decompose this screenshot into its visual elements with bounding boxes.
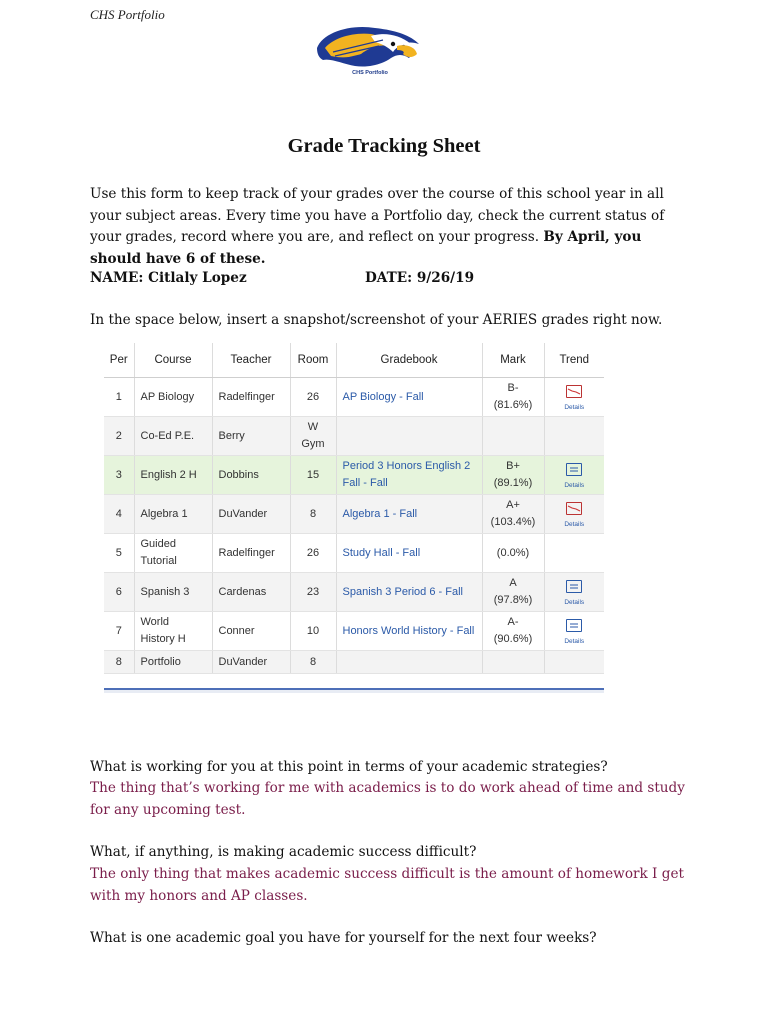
cell-gradebook-link[interactable]: AP Biology - Fall [336, 378, 482, 417]
col-mark: Mark [482, 343, 544, 378]
mark-percent: (103.4%) [490, 516, 536, 528]
intro-paragraph [90, 184, 690, 270]
cell-gradebook-link[interactable]: Study Hall - Fall [336, 534, 482, 573]
question-2: What, if anything, is making academic success difficult? [90, 844, 477, 860]
trend-list-icon[interactable] [566, 619, 582, 632]
cell-room: 15 [290, 456, 336, 495]
header-portfolio-label: CHS Portfolio [90, 7, 165, 22]
cell-per: 2 [104, 417, 134, 456]
cell-gradebook-link [336, 417, 482, 456]
grade-row [104, 456, 604, 495]
cell-room: 10 [290, 612, 336, 651]
cell-gradebook-link[interactable]: Algebra 1 - Fall [336, 495, 482, 534]
cell-trend[interactable] [544, 495, 604, 534]
logo-caption: CHS Portfolio [352, 70, 388, 76]
grades-header-row [104, 343, 604, 378]
cell-room: 8 [290, 495, 336, 534]
cell-trend [544, 534, 604, 573]
col-gradebook: Gradebook [336, 343, 482, 378]
trend-list-icon[interactable] [566, 463, 582, 476]
cell-trend[interactable] [544, 612, 604, 651]
cell-room: 23 [290, 573, 336, 612]
cell-mark [482, 651, 544, 674]
cell-teacher: Dobbins [212, 456, 290, 495]
cell-course: World History H [134, 612, 212, 651]
col-trend: Trend [544, 343, 604, 378]
mark-percent: (90.6%) [493, 633, 533, 645]
trend-chart-icon[interactable] [566, 385, 582, 398]
grade-row [104, 573, 604, 612]
intro-text: Use this form to keep track of your grades over the course of this school year in all your subject areas. Every time you have a Portfolio day, check the current status of your grades, record where you are, and reflect on your progress. [90, 186, 665, 245]
grade-row [104, 612, 604, 651]
cell-gradebook-link[interactable]: Period 3 Honors English 2 Fall - Fall [336, 456, 482, 495]
cell-room: 26 [290, 378, 336, 417]
cell-room: W Gym [290, 417, 336, 456]
cell-trend[interactable] [544, 456, 604, 495]
cell-mark [482, 573, 544, 612]
cell-course: Guided Tutorial [134, 534, 212, 573]
cell-mark [482, 378, 544, 417]
mark-letter: A [509, 577, 517, 589]
trend-details-link[interactable]: Details [564, 637, 585, 645]
trend-details-link[interactable]: Details [564, 403, 585, 411]
cell-gradebook-link [336, 651, 482, 674]
cell-course: Co-Ed P.E. [134, 417, 212, 456]
cell-course: Portfolio [134, 651, 212, 674]
cell-trend [544, 417, 604, 456]
cell-teacher: Conner [212, 612, 290, 651]
grade-row [104, 417, 604, 456]
grade-row [104, 534, 604, 573]
mark-letter: A+ [506, 499, 520, 511]
trend-list-icon[interactable] [566, 580, 582, 593]
trend-details-link[interactable]: Details [564, 481, 585, 489]
answer-2: The only thing that makes academic success difficult is the amount of homework I get with my honors and AP classes. [90, 866, 684, 904]
intro-bold-text: By April, you should have 6 of these. [90, 229, 642, 267]
col-course: Course [134, 343, 212, 378]
screenshot-instruction: In the space below, insert a snapshot/screenshot of your AERIES grades right now. [90, 312, 663, 328]
cell-mark [482, 612, 544, 651]
grade-row [104, 378, 604, 417]
student-name: NAME: Citlaly Lopez [90, 270, 247, 286]
cell-trend[interactable] [544, 573, 604, 612]
page-title: Grade Tracking Sheet [287, 135, 481, 157]
answer-1: The thing that’s working for me with academics is to do work ahead of time and study for any upcoming test. [90, 780, 685, 818]
mark-letter: B+ [506, 460, 520, 472]
cell-per: 6 [104, 573, 134, 612]
cell-gradebook-link[interactable]: Honors World History - Fall [336, 612, 482, 651]
trend-details-link[interactable]: Details [564, 598, 585, 606]
trend-details-link[interactable]: Details [564, 520, 585, 528]
cell-per: 4 [104, 495, 134, 534]
cell-teacher: Cardenas [212, 573, 290, 612]
cell-per: 1 [104, 378, 134, 417]
cell-course: English 2 H [134, 456, 212, 495]
cell-mark [482, 417, 544, 456]
trend-chart-icon[interactable] [566, 502, 582, 515]
mark-letter: B- [507, 382, 519, 394]
cell-mark [482, 534, 544, 573]
cell-room: 26 [290, 534, 336, 573]
col-teacher: Teacher [212, 343, 290, 378]
col-room: Room [290, 343, 336, 378]
question-1: What is working for you at this point in terms of your academic strategies? [90, 759, 608, 775]
cell-per: 7 [104, 612, 134, 651]
mark-percent: (89.1%) [493, 477, 533, 489]
cell-gradebook-link[interactable]: Spanish 3 Period 6 - Fall [336, 573, 482, 612]
cell-mark [482, 495, 544, 534]
cell-per: 5 [104, 534, 134, 573]
mark-percent: (97.8%) [493, 594, 533, 606]
cell-mark [482, 456, 544, 495]
cell-trend [544, 651, 604, 674]
grade-row [104, 495, 604, 534]
cell-course: Algebra 1 [134, 495, 212, 534]
cell-teacher: Radelfinger [212, 378, 290, 417]
cell-teacher: DuVander [212, 495, 290, 534]
mark-percent: (0.0%) [496, 546, 530, 559]
cell-per: 3 [104, 456, 134, 495]
cell-teacher: DuVander [212, 651, 290, 674]
grades-table [104, 343, 604, 674]
mark-letter: A- [507, 616, 519, 628]
cell-course: Spanish 3 [134, 573, 212, 612]
mark-percent: (81.6%) [493, 399, 533, 411]
table-bottom-shadow [104, 690, 604, 693]
cell-trend[interactable] [544, 378, 604, 417]
cell-teacher: Radelfinger [212, 534, 290, 573]
date-label: DATE: 9/26/19 [365, 270, 475, 286]
grade-row [104, 651, 604, 674]
cell-course: AP Biology [134, 378, 212, 417]
cell-per: 8 [104, 651, 134, 674]
cell-room: 8 [290, 651, 336, 674]
question-3: What is one academic goal you have for yourself for the next four weeks? [90, 930, 597, 946]
cell-teacher: Berry [212, 417, 290, 456]
col-per: Per [104, 343, 134, 378]
